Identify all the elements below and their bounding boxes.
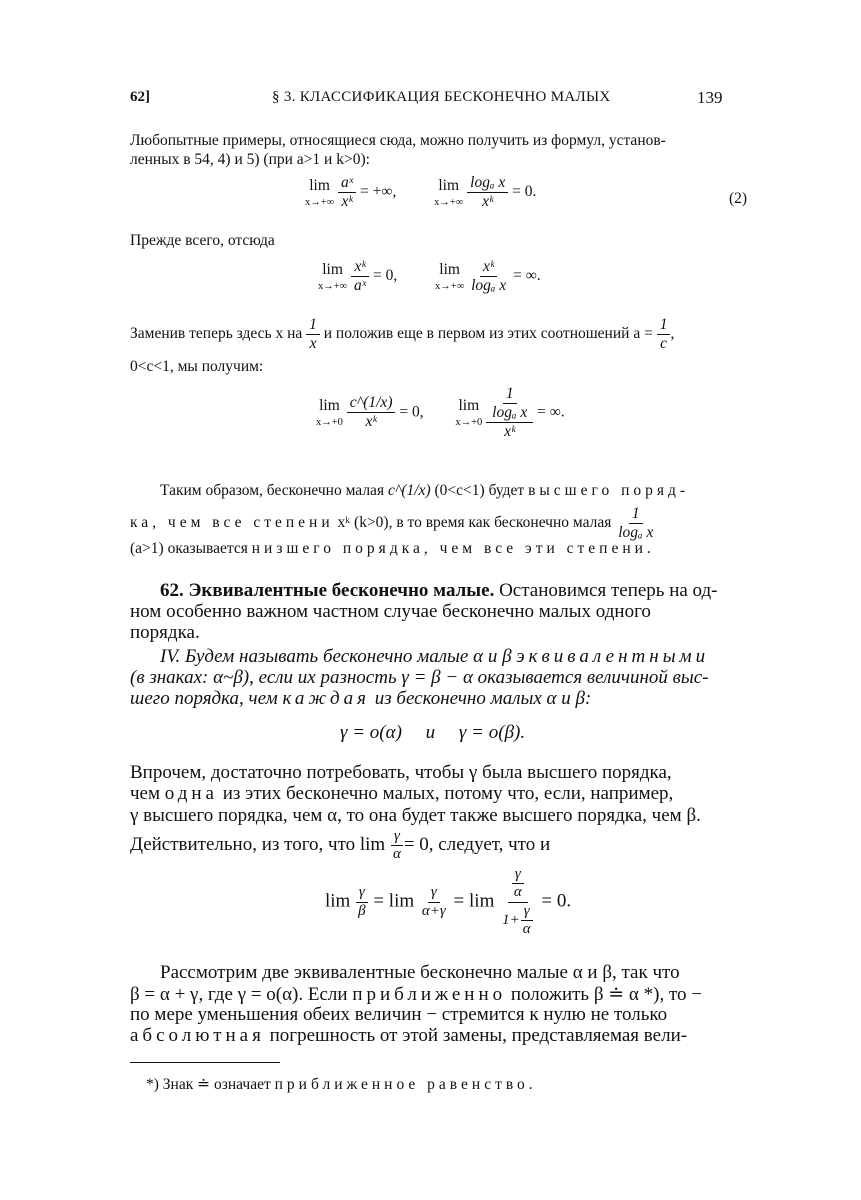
- formula-3: lim x→+∞ $\frac{\text{xᵏ}}{\text{aˣ}}$ = 0, lim x→+∞ $\frac{\text{xᵏ}}{\text{logₐ x}}$ = ∞.: [318, 258, 541, 294]
- limit-operator: lim x→+∞: [305, 176, 335, 208]
- rassmotrim-line-3: по мере уменьшения обеих величин − стремится к нулю не только: [130, 1004, 668, 1025]
- footnote-rule: [130, 1062, 280, 1063]
- definition-formula: γ = o(α) и γ = o(β).: [340, 722, 526, 743]
- fraction: $\frac{\frac{1}{\text{logₐ x}}}{\text{xᵏ}}$: [486, 385, 533, 440]
- tak-line-1: Таким образом, бесконечно малая c^(1/x) (0<c<1) будет высшего поряд-: [160, 482, 690, 499]
- section-62-line-2: ном особенно важном частном случае бесконечно малых одного: [130, 601, 651, 622]
- formula-4: lim x→+0 $\frac{c\^{}(1/x)}{\text{xᵏ}}$ = 0, lim x→+0 $\frac{\frac{1}{\text{logₐ x}}}{\text{xᵏ}}$ = ∞.: [316, 385, 565, 440]
- formula-5: lim $\frac{\gamma}{\beta}$ = lim $\frac{\gamma}{\alpha+\gamma}$ = lim $\frac{\gamma}{\alpha}$ 1+ $\frac{\gamma}{\alpha}$ = 0.: [325, 866, 572, 937]
- limit-operator: lim x→+∞: [318, 260, 348, 292]
- section-62-line-3: порядка.: [130, 622, 200, 643]
- footnote: *) Знак ≐ означает приближенное равенство.: [146, 1076, 537, 1093]
- header-section-number: 62]: [130, 89, 150, 105]
- formula-2: lim x→+∞ $\frac{\text{aˣ}}{\text{xᵏ}}$ = +∞, lim x→+∞ $\frac{\text{logₐ x}}{\text{xᵏ}}$ = 0.: [305, 174, 537, 210]
- limit-operator: lim x→+0: [316, 397, 343, 429]
- tak-line-3: (a>1) оказывается низшего порядка, чем все эти степени.: [130, 540, 655, 557]
- rassmotrim-line-4: абсолютная погрешность от этой замены, представляемая вели-: [130, 1025, 688, 1046]
- zameniv-line-1: Заменив теперь здесь x на $\frac{1}{x}$ и положив еще в первом из этих соотношений a = $\frac{1}{c}$ ,: [130, 316, 675, 352]
- header-section-title: § 3. КЛАССИФИКАЦИЯ БЕСКОНЕЧНО МАЛЫХ: [272, 89, 611, 105]
- definition-line-3: шего порядка, чем каждая из бесконечно малых α и β:: [130, 688, 592, 709]
- rassmotrim-line-1: Рассмотрим две эквивалентные бесконечно малые α и β, так что: [160, 962, 680, 983]
- limit-operator: lim x→+∞: [434, 176, 464, 208]
- vprochem-line-3: γ высшего порядка, чем α, то она будет также высшего порядка, чем β.: [130, 805, 701, 826]
- text-prezhde: Прежде всего, отсюда: [130, 232, 275, 249]
- vprochem-line-1: Впрочем, достаточно потребовать, чтобы γ была высшего порядка,: [130, 762, 672, 783]
- section-62-title: 62. Эквивалентные бесконечно малые.: [160, 580, 495, 601]
- fraction: $\frac{\text{xᵏ}}{\text{aˣ}}$: [351, 258, 369, 295]
- intro-line-2: ленных в 54, 4) и 5) (при a>1 и k>0):: [130, 151, 370, 168]
- tak-line-2: ка, чем все степени xᵏ (k>0), в то время как бесконечно малая $\frac{1}{\text{logₐ x}}$: [130, 505, 654, 541]
- fraction: $\frac{c\^{}(1/x)}{\text{xᵏ}}$: [347, 394, 396, 431]
- fraction: $\frac{\text{xᵏ}}{\text{logₐ x}}$: [471, 258, 507, 294]
- page-number: 139: [697, 88, 723, 107]
- section-62-line-1: 62. Эквивалентные бесконечно малые. Остановимся теперь на од-: [160, 580, 718, 601]
- definition-line-1: IV. Будем называть бесконечно малые α и β эквивалентными: [160, 646, 710, 667]
- limit-operator: lim x→+0: [455, 397, 483, 429]
- fraction: $\frac{\text{aˣ}}{\text{xᵏ}}$: [338, 174, 356, 211]
- fraction: $\frac{\text{logₐ x}}{\text{xᵏ}}$: [467, 174, 508, 211]
- vprochem-line-4: Действительно, из того, что lim $\frac{\gamma}{\alpha}$ = 0, следует, что и: [130, 828, 551, 863]
- equation-number: (2): [729, 190, 748, 207]
- vprochem-line-2: чем одна из этих бесконечно малых, потому что, если, например,: [130, 783, 674, 804]
- rassmotrim-line-2: β = α + γ, где γ = o(α). Если приближенно положить β ≐ α *), то −: [130, 984, 702, 1005]
- zameniv-line-2: 0<c<1, мы получим:: [130, 358, 264, 375]
- definition-line-2: (в знаках: α~β), если их разность γ = β − α оказывается величиной выс-: [130, 667, 709, 688]
- limit-operator: lim x→+∞: [435, 260, 465, 292]
- intro-line-1: Любопытные примеры, относящиеся сюда, можно получить из формул, установ-: [130, 132, 666, 149]
